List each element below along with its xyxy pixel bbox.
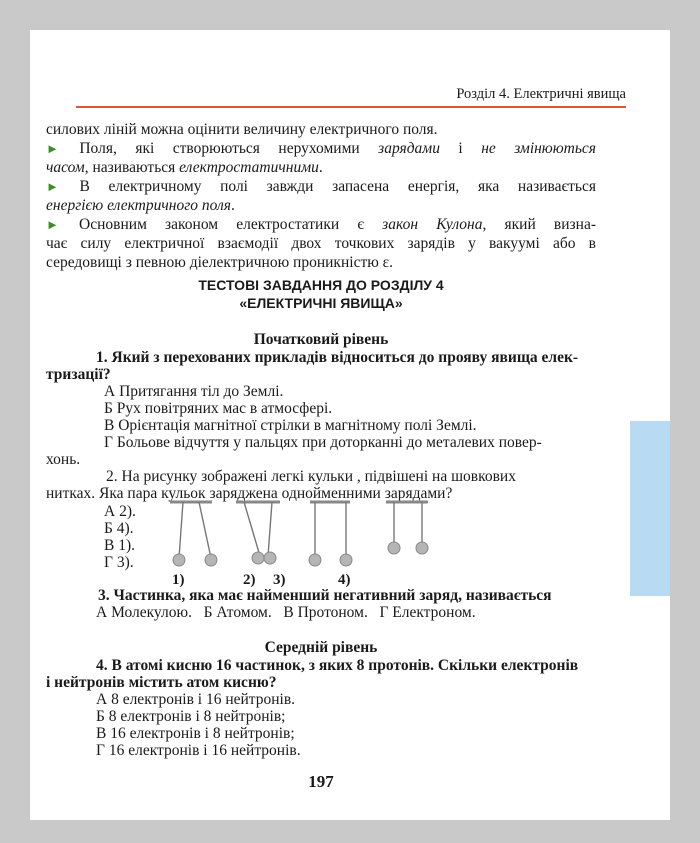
q3-text: 3. Частинка, яка має найменший негативний заряд, називається [98,587,552,604]
q4-option-b: Б 8 електронів і 8 нейтронів; [96,708,286,725]
q4-text-1: 4. В атомі кисню 16 частинок, з яких 8 протонів. Скільки електронів [96,657,579,674]
level2-title: Середній рівень [264,639,378,656]
q2-text-2: нитках. Яка пара кульок заряджена однойменними зарядами? [46,485,453,502]
q2-option-a: А 2). [104,503,136,520]
pendulum-figure [150,494,435,590]
triangle-bullet-icon: ► [46,179,59,194]
q1-option-c: В Орієнтація магнітної стрілки в магнітному полі Землі. [104,417,477,434]
page-number: 197 [308,772,334,791]
q1-option-d-2: хонь. [46,451,81,468]
section-title-1: ТЕСТОВІ ЗАВДАННЯ ДО РОЗДІЛУ 4 [198,277,444,293]
level1-title: Початковий рівень [253,331,389,348]
triangle-bullet-icon: ► [46,217,59,232]
q4-text-2: і нейтронів містить атом кисню? [46,674,277,691]
fig-label-1: 1) [172,572,185,588]
q2-option-b: Б 4). [104,520,134,537]
q2-option-d: Г 3). [104,554,134,571]
intro-p1-line2: часом, називаються електростатичними. [46,159,323,176]
fig-label-4: 4) [338,572,351,588]
q4-option-c: В 16 електронів і 8 нейтронів; [96,725,295,742]
pendulum-drawing [150,494,435,574]
intro-p1-line1: ► Поля, які створюються нерухомими зарядами і не змінюються [46,140,597,157]
intro-p3-line2: чає силу електричної взаємодії двох точкових зарядів у вакуумі або в [46,235,596,252]
q3-options: А Молекулою. Б Атомом. В Протоном. Г Електроном. [96,604,476,621]
intro-p2-line2: енергією електричного поля. [46,197,235,214]
intro-p3-line3: середовищі з певною діелектричною проникністю ε. [46,254,394,271]
fig-label-2: 2) [243,572,256,588]
header-rule [76,106,626,108]
intro-p2-line1: ► В електричному полі завжди запасена енергія, яка називається [46,178,596,195]
q2-option-c: В 1). [104,537,135,554]
q1-option-b: Б Рух повітряних мас в атмосфері. [104,400,333,417]
q1-text-2: тризації? [46,366,111,383]
fig-label-3: 3) [273,572,286,588]
section-title-2: «ЕЛЕКТРИЧНІ ЯВИЩА» [239,295,403,311]
q1-option-d-1: Г Больове відчуття у пальцях при доторканні до металевих повер- [104,434,542,451]
q1-text-1: 1. Який з перехованих прикладів відноситься до прояву явища елек- [96,349,579,366]
intro-p3-line1: ► Основним законом електростатики є закон Кулона, який визна- [46,216,596,233]
q2-text-1: 2. На рисунку зображені легкі кульки , підвішені на шовкових [106,468,516,485]
q1-option-a: А Притягання тіл до Землі. [104,383,284,400]
q4-option-d: Г 16 електронів і 16 нейтронів. [96,742,301,759]
intro-line-1: силових ліній можна оцінити величину електричного поля. [46,121,438,138]
q4-option-a: А 8 електронів і 16 нейтронів. [96,691,296,708]
running-header: Розділ 4. Електричні явища [456,86,626,102]
triangle-bullet-icon: ► [46,141,59,156]
